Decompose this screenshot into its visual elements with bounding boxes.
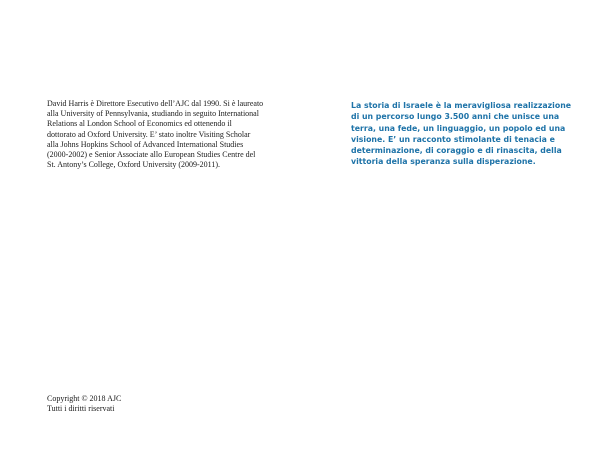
book-blurb-line: La storia di Israele è la meravigliosa realizzazione: [351, 101, 572, 110]
author-bio-line: alla Johns Hopkins School of Advanced International Studies: [47, 139, 244, 149]
book-blurb-line: vittoria della speranza sulla disperazione.: [351, 157, 536, 167]
author-bio-line: David Harris è Direttore Esecutivo dell’AJC dal 1990. Si è laureato: [47, 99, 264, 108]
author-bio-line: St. Antony’s College, Oxford University (2009-2011).: [47, 160, 221, 170]
book-blurb-line: visione. E’ un racconto stimolante di tenacia e: [351, 134, 555, 144]
book-blurb-line: terra, una fede, un linguaggio, un popolo ed una: [351, 123, 566, 133]
author-bio-line: (2000-2002) e Senior Associate allo European Studies Centre del: [47, 150, 256, 160]
book-blurb-line: determinazione, di coraggio e di rinascita, della: [351, 146, 562, 156]
author-bio-line: alla University of Pennsylvania, studiando in seguito International: [47, 109, 259, 119]
book-blurb: [351, 100, 581, 168]
copyright-line: Copyright © 2018 AJC: [47, 394, 122, 403]
author-bio: [47, 99, 287, 170]
author-bio-line: dottorato ad Oxford University. E’ stato inoltre Visiting Scholar: [47, 129, 251, 139]
rights-reserved-line: Tutti i diritti riservati: [47, 404, 115, 414]
book-blurb-line: di un percorso lungo 3.500 anni che unisce una: [351, 112, 560, 122]
author-bio-line: Relations al London School of Economics ed ottenendo il: [47, 119, 232, 129]
copyright-notice: [47, 394, 247, 414]
